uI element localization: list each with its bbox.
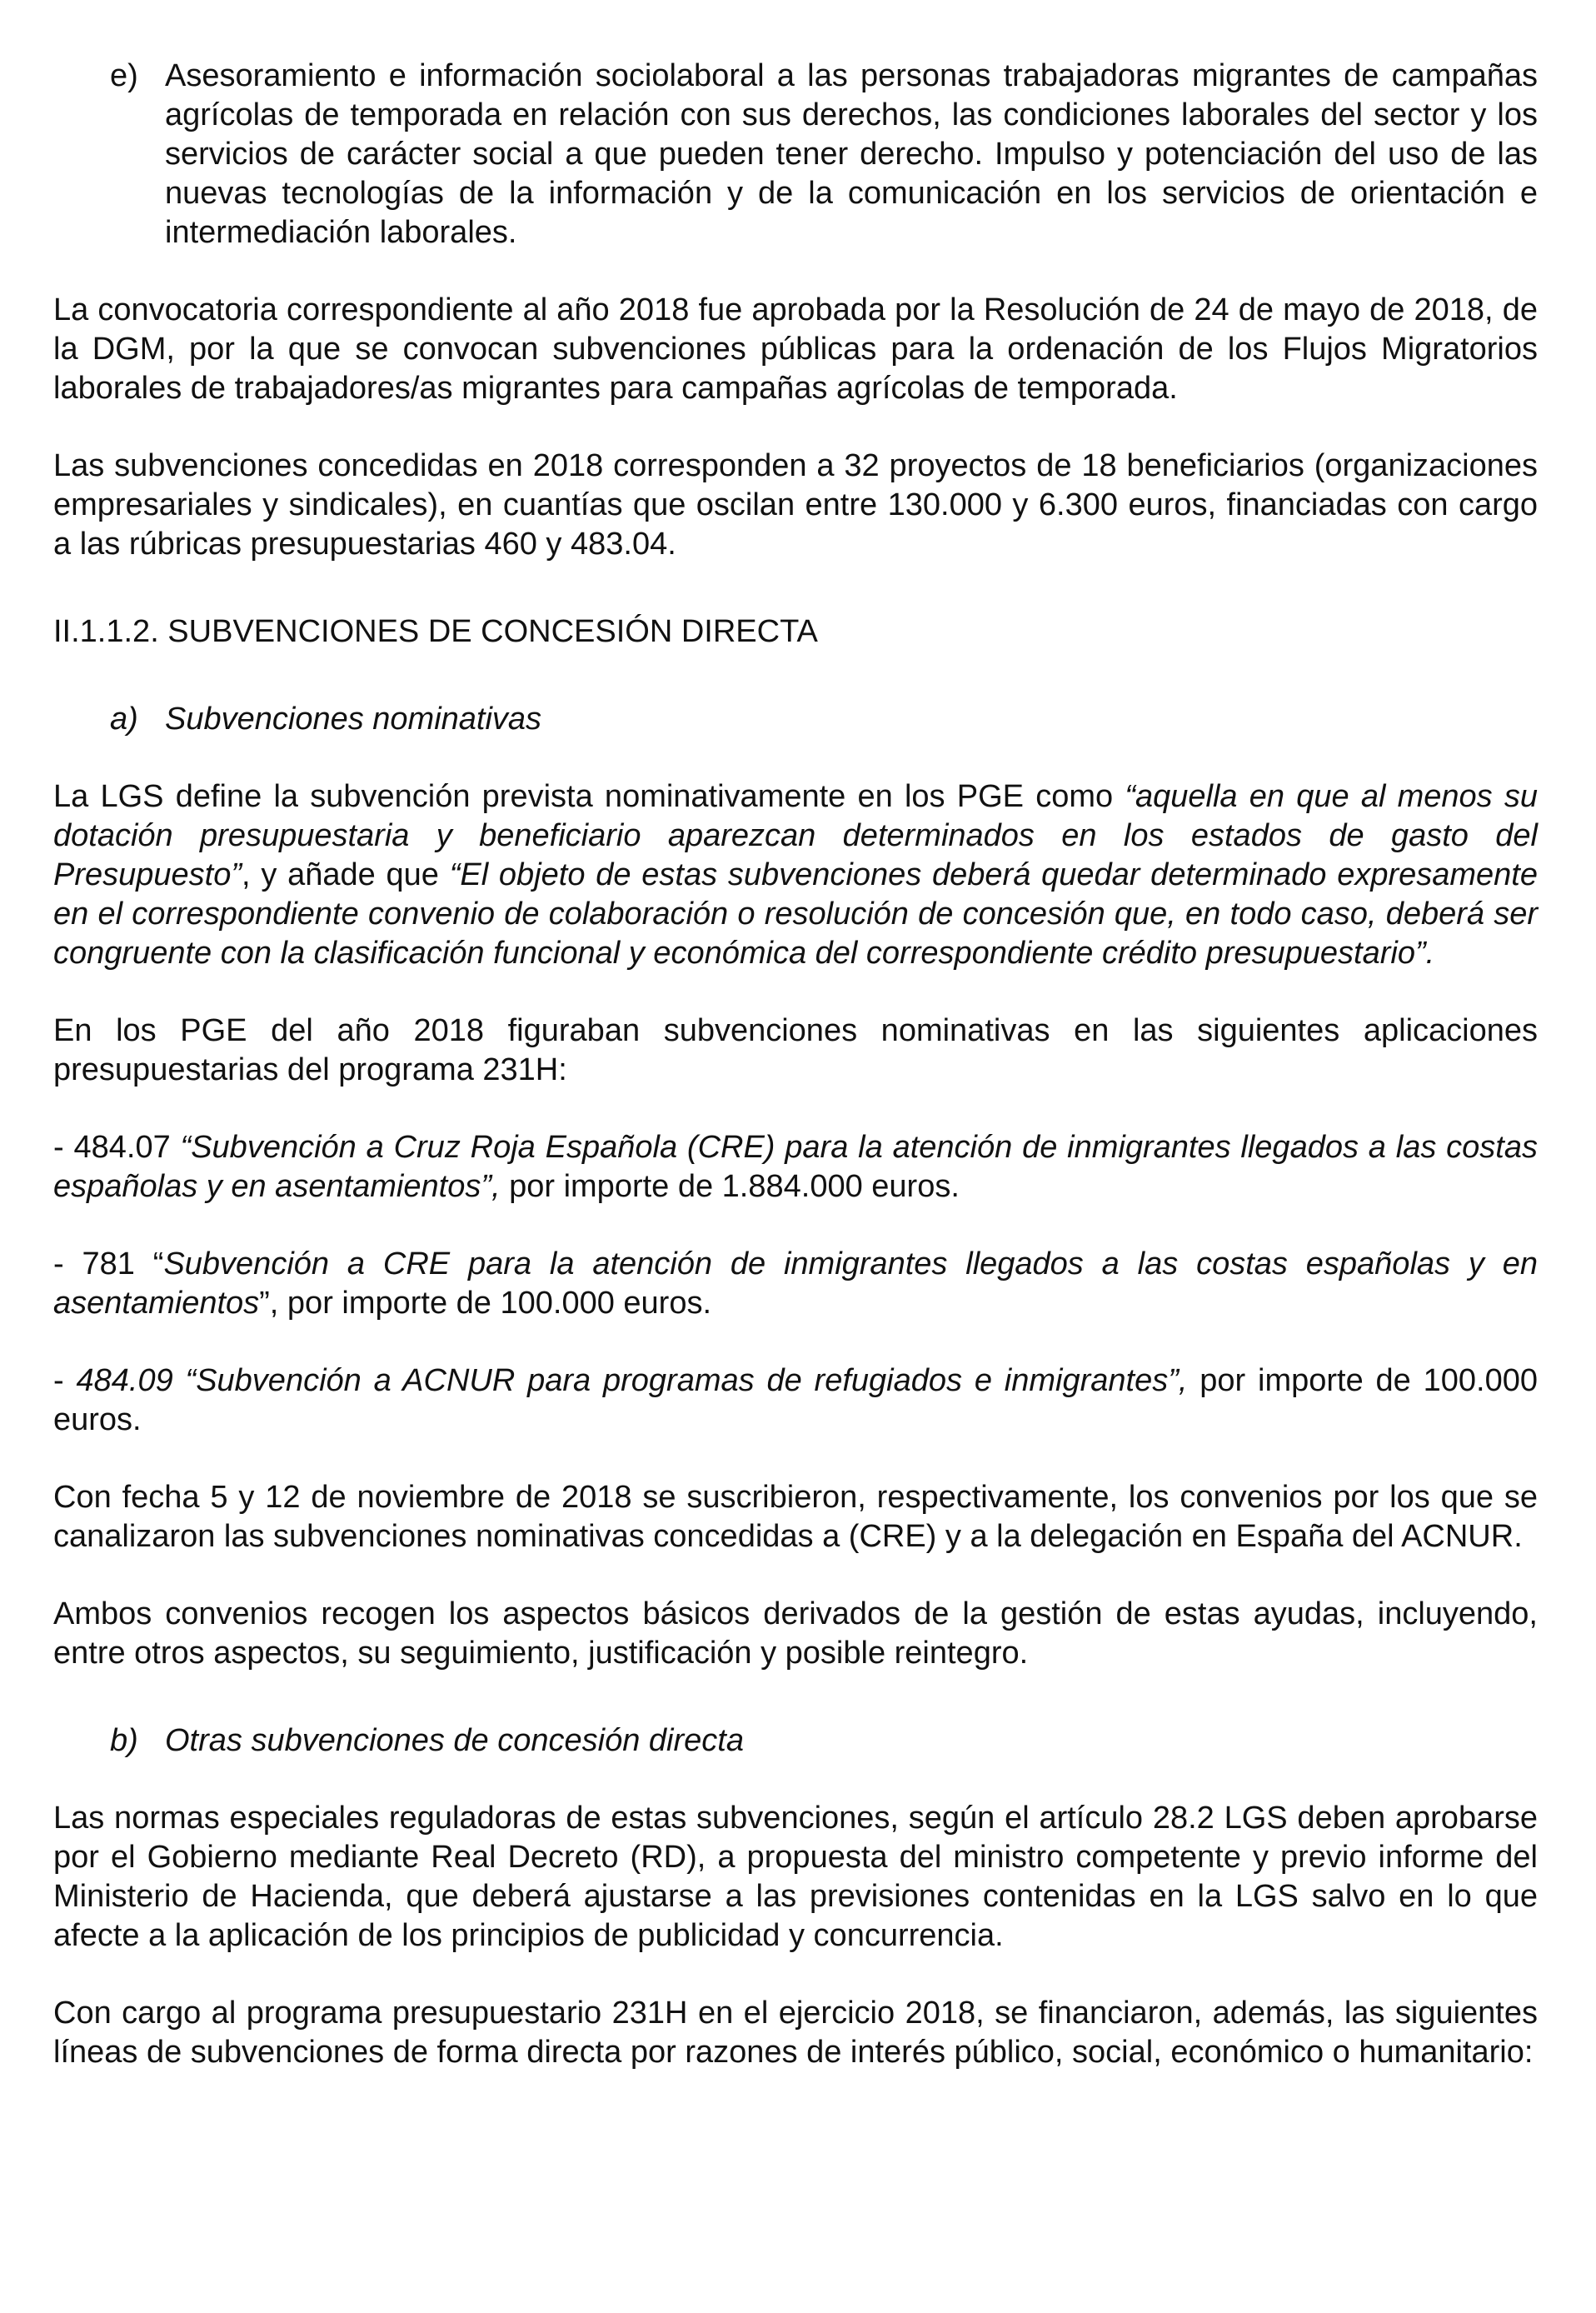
paragraph-ambos: Ambos convenios recogen los aspectos básicos derivados de la gestión de estas ayudas, incluyendo, entre otros aspectos, su seguimiento, justificación y posible reintegro.: [53, 1596, 1538, 1671]
paragraph-convocatoria: La convocatoria correspondiente al año 2018 fue aprobada por la Resolución de 24 de mayo de 2018, de la DGM, por la que se convocan subvenciones públicas para la ordenación de los Flujos Migratorios laborales de trabajadores/as migrantes para campañas agrícolas de temporada.: [53, 292, 1538, 406]
paragraph-normas: Las normas especiales reguladoras de estas subvenciones, según el artículo 28.2 LGS deben aprobarse por el Gobierno mediante Real Decreto (RD), a propuesta del ministro competente y previo informe del Ministerio de Hacienda, que deberá ajustarse a las previsiones contenidas en la LGS salvo en lo que afecte a la aplicación de los principios de publicidad y concurrencia.: [53, 1801, 1538, 1953]
paragraph-subvenciones-2018: Las subvenciones concedidas en 2018 corresponden a 32 proyectos de 18 beneficiarios (organizaciones empresariales y sindicales), en cuantías que oscilan entre 130.000 y 6.300 euros, financiadas con cargo a las rúbricas presupuestarias 460 y 483.04.: [53, 448, 1538, 562]
subheading-b: [53, 1721, 1538, 1761]
subheading-text: Subvenciones nominativas: [165, 702, 542, 737]
subheading-marker: b): [110, 1723, 138, 1758]
budget-item-48407: [53, 1128, 1538, 1206]
paragraph-cargo: Con cargo al programa presupuestario 231H en el ejercicio 2018, se financiaron, además, las siguientes líneas de subvenciones de forma directa por razones de interés público, social, económico o humanitario:: [53, 1996, 1538, 2070]
subheading-text: Otras subvenciones de concesión directa: [165, 1723, 744, 1758]
subheading-marker: a): [110, 702, 138, 737]
quote-run: 484.09 “Subvención a ACNUR para programas de refugiados e inmigrantes”,: [76, 1363, 1188, 1398]
section-heading: II.1.1.2. SUBVENCIONES DE CONCESIÓN DIRECTA: [53, 614, 818, 649]
subheading-a: [53, 700, 1538, 739]
quote-run: Subvención a CRE para la atención de inmigrantes llegados a las costas españolas y en asentamientos: [53, 1246, 1538, 1321]
text-run: ”, por importe de 100.000 euros.: [259, 1286, 712, 1321]
list-marker: e): [110, 58, 138, 93]
paragraph-lgs: [53, 777, 1538, 973]
list-item-e: [53, 57, 1538, 252]
quote-run: “aquella en que al menos su dotación presupuestaria y beneficiario aparezcan determinados en los estados de gasto del Presupuesto”: [53, 779, 1538, 892]
budget-item-48409: [53, 1361, 1538, 1440]
quote-run: “El objeto de estas subvenciones deberá quedar determinado expresamente en el correspondiente convenio de colaboración o resolución de concesión que, en todo caso, deberá ser congruente con la clasificación funcional y económica del correspondiente crédito presupuestario”.: [53, 857, 1539, 971]
quote-run: “Subvención a Cruz Roja Española (CRE) para la atención de inmigrantes llegados a las costas españolas y en asentamientos”,: [53, 1130, 1538, 1204]
text-run: La LGS define la subvención prevista nominativamente en los PGE como: [53, 779, 1125, 814]
text-run: por importe de 100.000 euros.: [53, 1363, 1538, 1437]
document-page: [53, 57, 1538, 2072]
list-item-text: Asesoramiento e información sociolaboral a las personas trabajadoras migrantes de campañas agrícolas de temporada en relación con sus derechos, las condiciones laborales del sector y los servicios de carácter social a que pueden tener derecho. Impulso y potenciación del uso de las nuevas tecnologías de la información y de la comunicación en los servicios de orientación e intermediación laborales.: [165, 58, 1538, 250]
text-run: - 781 “: [53, 1246, 164, 1281]
text-run: por importe de 1.884.000 euros.: [500, 1169, 960, 1204]
text-run: -: [53, 1363, 77, 1398]
budget-item-781: [53, 1245, 1538, 1323]
paragraph-convenios: Con fecha 5 y 12 de noviembre de 2018 se suscribieron, respectivamente, los convenios por los que se canalizaron las subvenciones nominativas concedidas a (CRE) y a la delegación en España del ACNUR.: [53, 1480, 1538, 1554]
text-run: , y añade que: [242, 857, 450, 892]
text-run: - 484.07: [53, 1130, 181, 1165]
paragraph-pge: En los PGE del año 2018 figuraban subvenciones nominativas en las siguientes aplicaciones presupuestarias del programa 231H:: [53, 1013, 1538, 1087]
